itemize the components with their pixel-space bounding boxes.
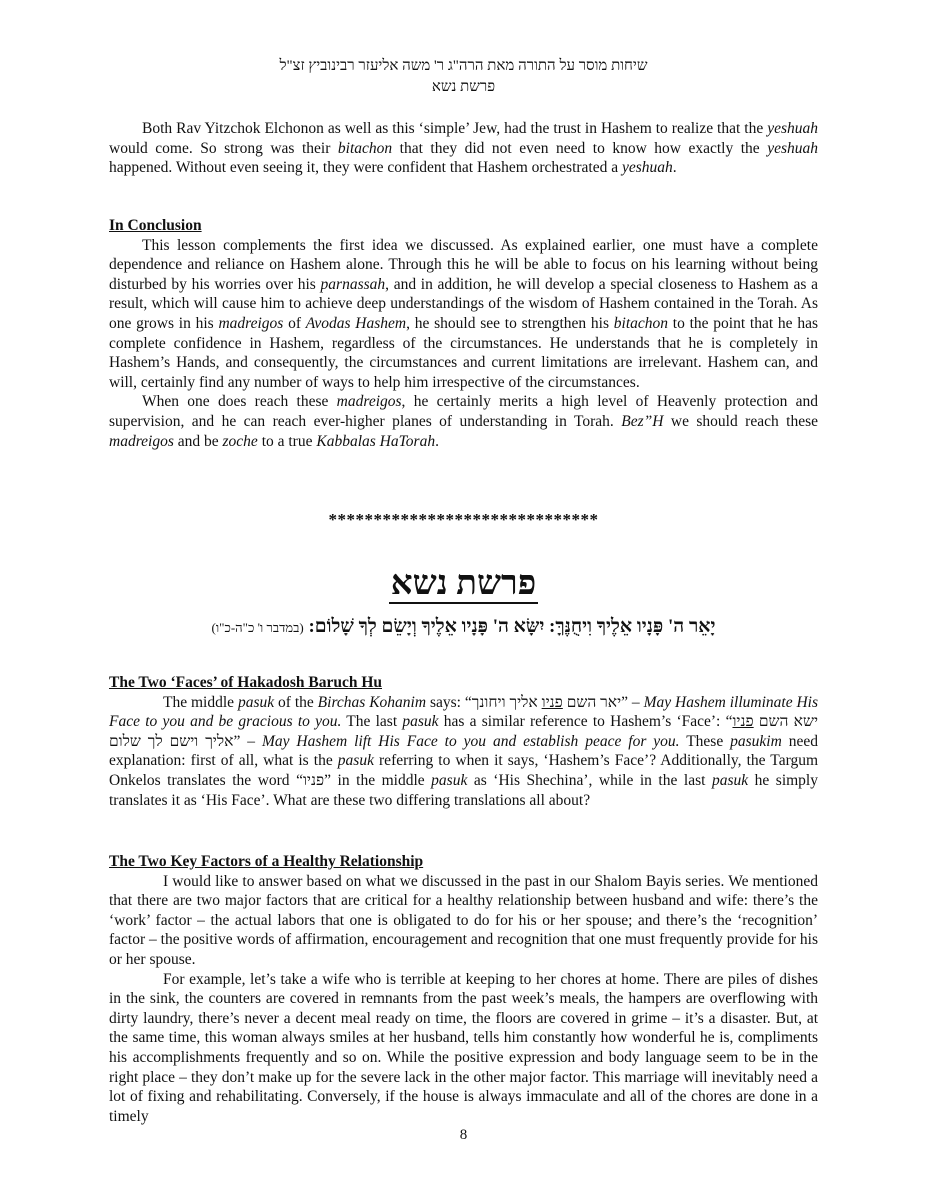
parsha-title: פרשת נשא xyxy=(390,565,537,602)
two-faces-section xyxy=(109,673,818,810)
page-number: 8 xyxy=(459,1127,468,1143)
running-head-book-title: שיחות מוסר על התורה מאת הרה"ג ר' משה אליעזר רבינוביץ זצ"ל xyxy=(279,58,648,74)
key-factors-heading: The Two Key Factors of a Healthy Relationship xyxy=(109,853,424,870)
opening-paragraph: Both Rav Yitzchok Elchonon as well as this ‘simple’ Jew, had the trust in Hashem to realize that the yeshuah would come. So strong was their bitachon that they did not even need to know how exactly the yeshuah happened. Without even seeing it, they were confident that Hashem orchestrated a yeshuah. xyxy=(109,120,818,177)
key-factors-paragraph-1: I would like to answer based on what we discussed in the past in our Shalom Bayis series. We mentioned that there are two major factors that are critical for a healthy relationship between husband and wife: there’s the ‘work’ factor – the actual labors that one is obligated to do for his or her spouse; and there’s the ‘recognition’ factor – the positive words of affirmation, encouragement and recognition that one must frequently provide for his or her spouse. xyxy=(109,872,818,968)
verse-text: יָאֵר ה' פָּנָיו אֵלֶיךָ וִיחֻנֶּךָּ: יִשָּׂא ה' פָּנָיו אֵלֶיךָ וְיָשֵׂם לְךָ שָׁלוֹם: xyxy=(308,616,716,637)
verse-line xyxy=(109,614,818,641)
conclusion-paragraph-1: This lesson complements the first idea we discussed. As explained earlier, one must have a complete dependence and reliance on Hashem alone. Through this he will be able to focus on his learning without being disturbed by his worries over his parnassah, and in addition, he will develop a special closeness to Hashem as a result, which will cause him to achieve deep understandings of the wisdom of Hashem contained in the Torah. As one grows in his madreigos of Avodas Hashem, he should see to strengthen his bitachon to the point that he has complete confidence in Hashem, regardless of the circumstances. He understands that he is completely in Hashem’s Hands, and consequently, the circumstances and current limitations are irrelevant. Hashem can, and will, certainly find any number of ways to help him irrespective of the circumstances. xyxy=(109,236,818,391)
verse-source: (במדבר ו' כ"ה-כ"ו) xyxy=(211,620,304,635)
key-factors-paragraph-2: For example, let’s take a wife who is terrible at keeping to her chores at home. There are piles of dishes in the sink, the counters are covered in remnants from the past week’s meals, the hampers are overflowing with dirty laundry, there’s never a decent meal ready on time, the floors are covered in grime – it’s a disaster. But, at the same time, this woman always smiles at her husband, tells him constantly how wonderful he is, compliments his accomplishments frequently and so on. While the positive expression and body language seem to be in the right place – they don’t make up for the severe lack in the other major factor. This marriage will inevitably need a lot of fixing and rehabilitating. Conversely, if the house is always immaculate and all of the chores are done in a timely xyxy=(109,970,818,1125)
two-faces-paragraph: The middle pasuk of the Birchas Kohanim says: “ יאר השם פניו אליך ויחונך ” – May Hashem illuminate His Face to you and be gracious to you. The last pasuk has a similar reference to Hashem’s ‘Face’: “ ישא השם פניו אליך וישם לך שלום” – May Hashem lift His Face to you and establish peace for you. These pasukim need explanation: first of all, what is the pasuk referring to when it says, ‘Hashem’s Face’? Additionally, the Targum Onkelos translates the word “פניו” in the middle pasuk as ‘His Shechina’, while in the last pasuk he simply translates it as ‘His Face’. What are these two differing translations all about? xyxy=(109,693,819,809)
conclusion-paragraph-2: When one does reach these madreigos, he certainly merits a high level of Heavenly protection and supervision, and he can reach ever-higher planes of understanding in Torah. Bez”H we should reach these madreigos and be zoche to a true Kabbalas HaTorah. xyxy=(109,393,819,450)
two-faces-heading: The Two ‘Faces’ of Hakadosh Baruch Hu xyxy=(109,674,382,691)
key-factors-section xyxy=(109,852,818,1126)
section-separator: ****************************** xyxy=(328,510,599,529)
conclusion-section xyxy=(109,216,818,451)
conclusion-heading: In Conclusion xyxy=(109,217,202,234)
running-head-parsha: פרשת נשא xyxy=(431,79,496,95)
